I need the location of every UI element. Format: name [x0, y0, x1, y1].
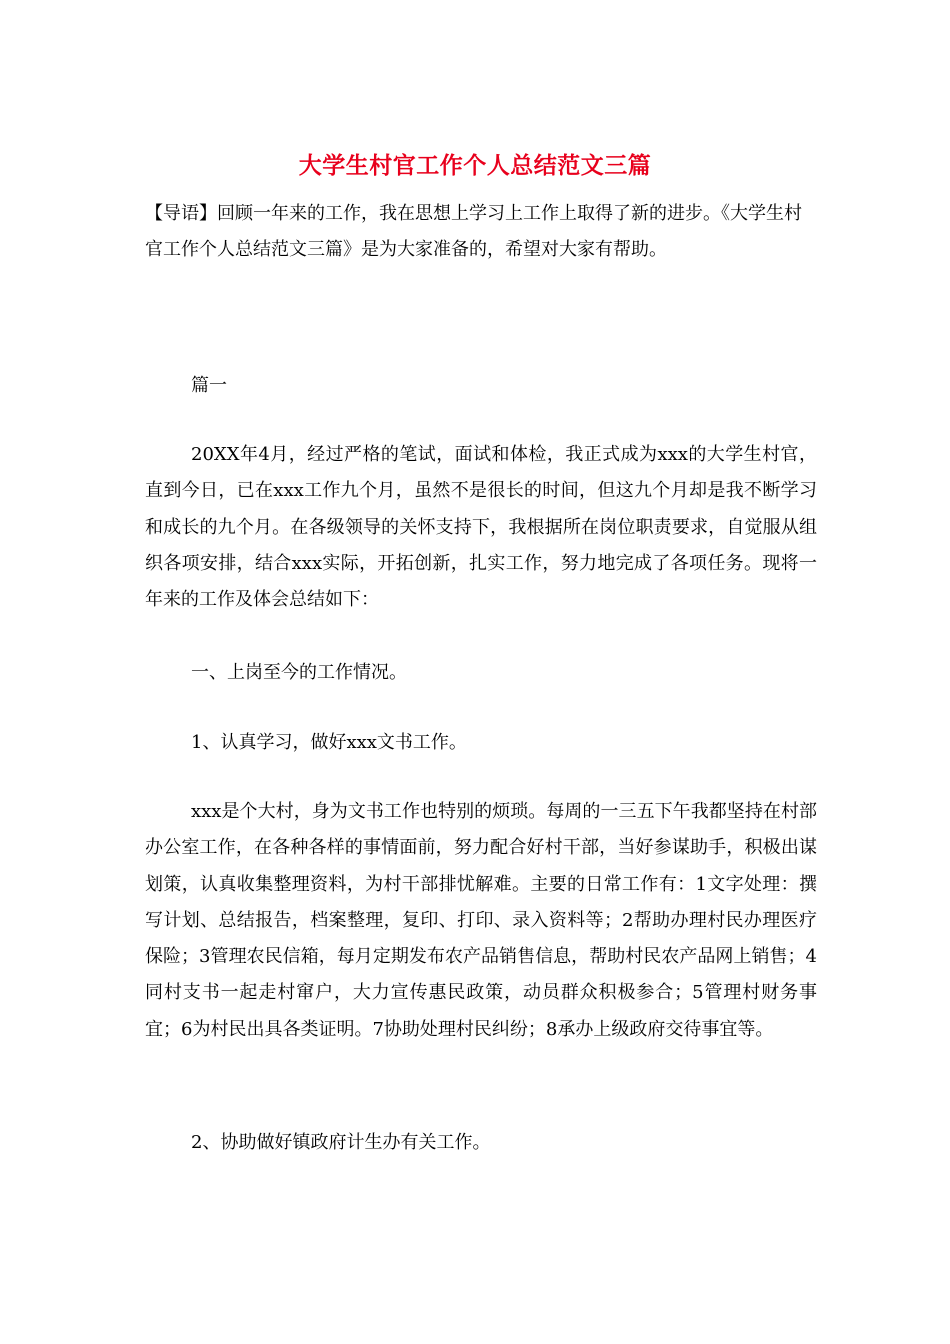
subsection-heading: 1、认真学习，做好xxx文书工作。: [191, 732, 467, 753]
subsection-heading: 2、协助做好镇政府计生办有关工作。: [191, 1132, 491, 1153]
section-heading: 一、上岗至今的工作情况。: [191, 662, 407, 683]
section-label: 篇一: [191, 375, 227, 396]
document-title: 大学生村官工作个人总结范文三篇: [298, 152, 652, 179]
body-paragraph: 20XX年4月，经过严格的笔试，面试和体检，我正式成为xxx的大学生村官，直到今日，已在xxx工作九个月，虽然不是很长的时间，但这九个月却是我不断学习和成长的九个月。在各级领导的关怀支持下，我根据所在岗位职责要求，自觉服从组织各项安排，结合xxx实际，开拓创新，扎实工作，努力地完成了各项任务。现将一年来的工作及体会总结如下：: [145, 444, 817, 611]
intro-paragraph: 【导语】回顾一年来的工作，我在思想上学习上工作上取得了新的进步。《大学生村官工作个人总结范文三篇》是为大家准备的，希望对大家有帮助。: [145, 203, 802, 260]
body-paragraph: xxx是个大村，身为文书工作也特别的烦琐。每周的一三五下午我都坚持在村部办公室工作，在各种各样的事情面前，努力配合好村干部，当好参谋助手，积极出谋划策，认真收集整理资料，为村干部排忧解难。主要的日常工作有：1文字处理：撰写计划、总结报告，档案整理，复印、打印、录入资料等；2帮助办理村民办理医疗保险；3管理农民信箱，每月定期发布农产品销售信息，帮助村民农产品网上销售；4同村支书一起走村窜户，大力宣传惠民政策，动员群众积极参合；5管理村财务事宜；6为村民出具各类证明。7协助处理村民纠纷；8承办上级政府交待事宜等。: [145, 801, 817, 1040]
